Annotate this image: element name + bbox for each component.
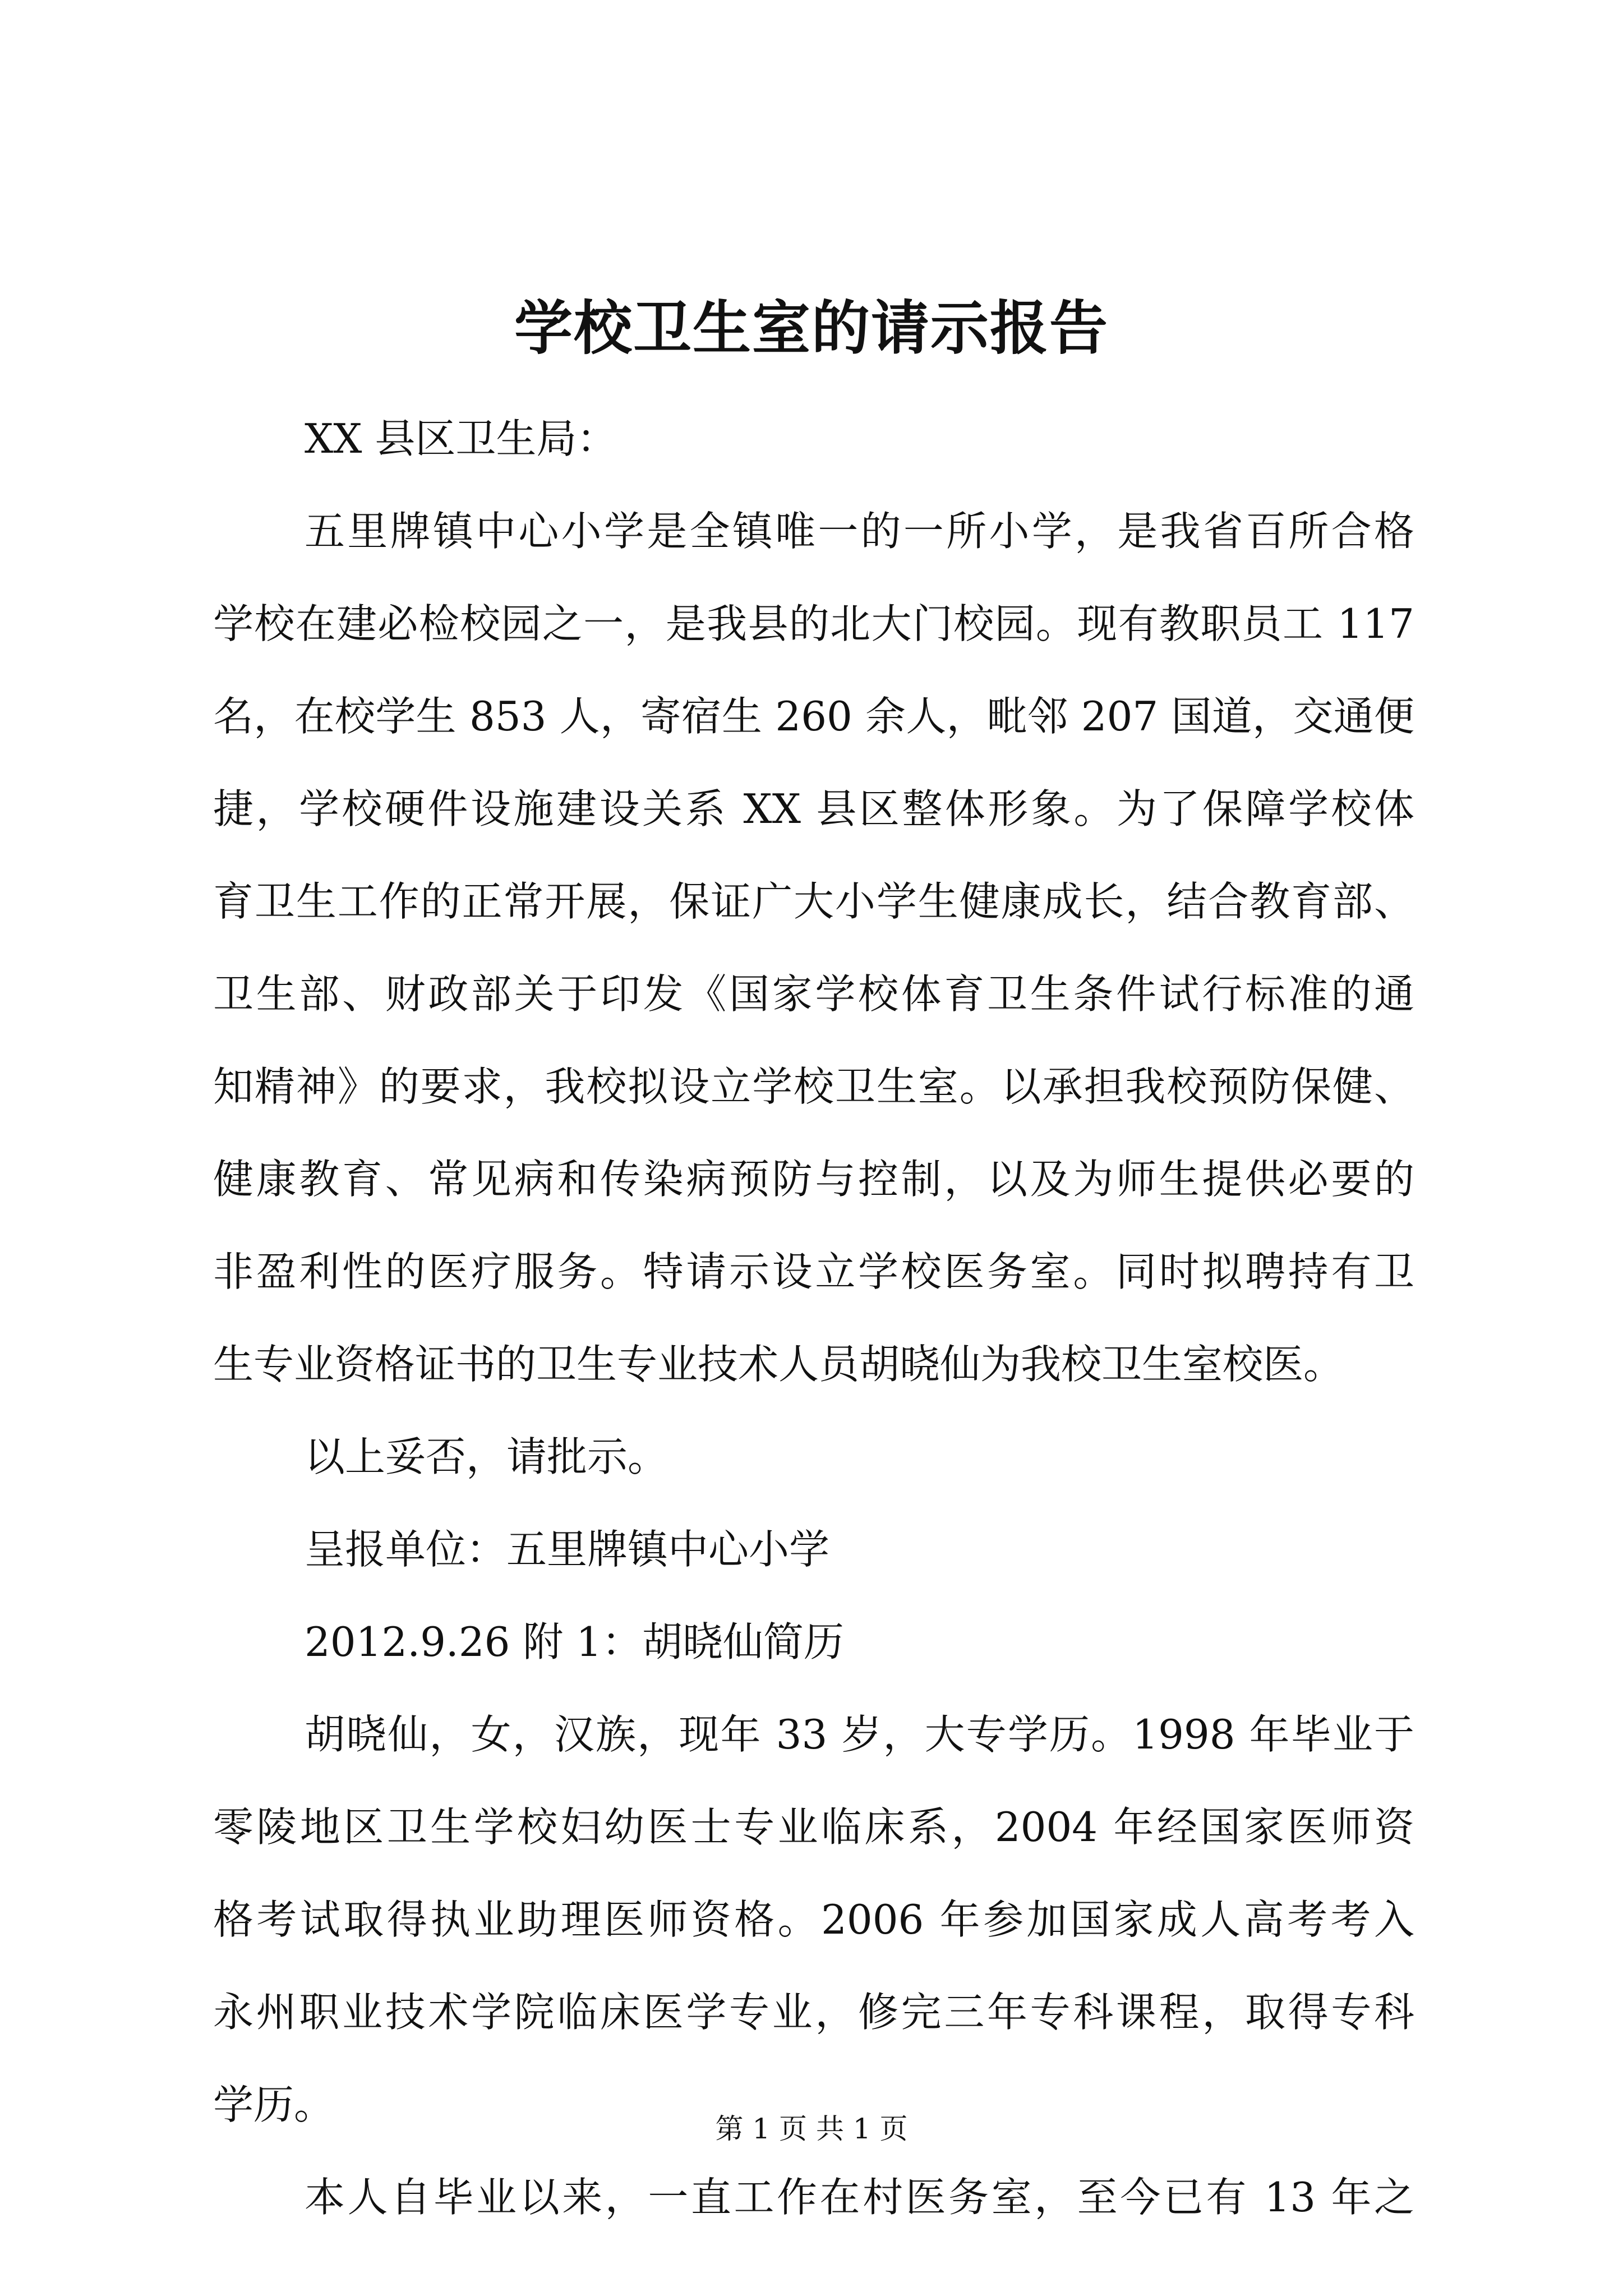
request-line: 以上妥否，请批示。	[305, 1433, 668, 1480]
submitting-unit-line: 呈报单位：五里牌镇中心小学	[305, 1526, 830, 1573]
resume-line: 零陵地区卫生学校妇幼医士专业临床系，2004 年经国家医师资	[213, 1803, 1414, 1851]
body-line: 学校在建必检校园之一，是我县的北大门校园。现有教职员工 117	[213, 600, 1414, 647]
resume-line: 永州职业技术学院临床医学专业，修完三年专科课程，取得专科	[213, 1989, 1414, 2036]
body-line: 卫生部、财政部关于印发《国家学校体育卫生条件试行标准的通	[213, 970, 1414, 1018]
resume-line: 胡晓仙，女，汉族，现年 33 岁，大专学历。1998 年毕业于	[305, 1711, 1414, 1758]
body-line: 五里牌镇中心小学是全镇唯一的一所小学，是我省百所合格	[305, 508, 1414, 555]
body-line: 健康教育、常见病和传染病预防与控制，以及为师生提供必要的	[213, 1156, 1414, 1203]
page-footer: 第 1 页 共 1 页	[715, 2113, 908, 2145]
document-title: 学校卫生室的请示报告	[514, 293, 1109, 362]
date-attachment-line: 2012.9.26 附 1：胡晓仙简历	[305, 1618, 845, 1665]
body-line: 育卫生工作的正常开展，保证广大小学生健康成长，结合教育部、	[213, 878, 1414, 925]
body-line: 捷，学校硬件设施建设关系 XX 县区整体形象。为了保障学校体	[213, 785, 1414, 832]
body-line: 名，在校学生 853 人，寄宿生 260 余人，毗邻 207 国道，交通便	[213, 693, 1414, 740]
body-line: 非盈利性的医疗服务。特请示设立学校医务室。同时拟聘持有卫	[213, 1248, 1414, 1295]
resume-line: 格考试取得执业助理医师资格。2006 年参加国家成人高考考入	[213, 1896, 1414, 1943]
addressee-line: XX 县区卫生局：	[305, 415, 617, 462]
resume-line: 学历。	[213, 2081, 335, 2128]
resume-line: 本人自毕业以来，一直工作在村医务室，至今已有 13 年之	[305, 2174, 1414, 2221]
body-line: 生专业资格证书的卫生专业技术人员胡晓仙为我校卫生室校医。	[213, 1341, 1344, 1388]
body-line: 知精神》的要求，我校拟设立学校卫生室。以承担我校预防保健、	[213, 1063, 1414, 1110]
document-body	[213, 393, 1414, 2244]
